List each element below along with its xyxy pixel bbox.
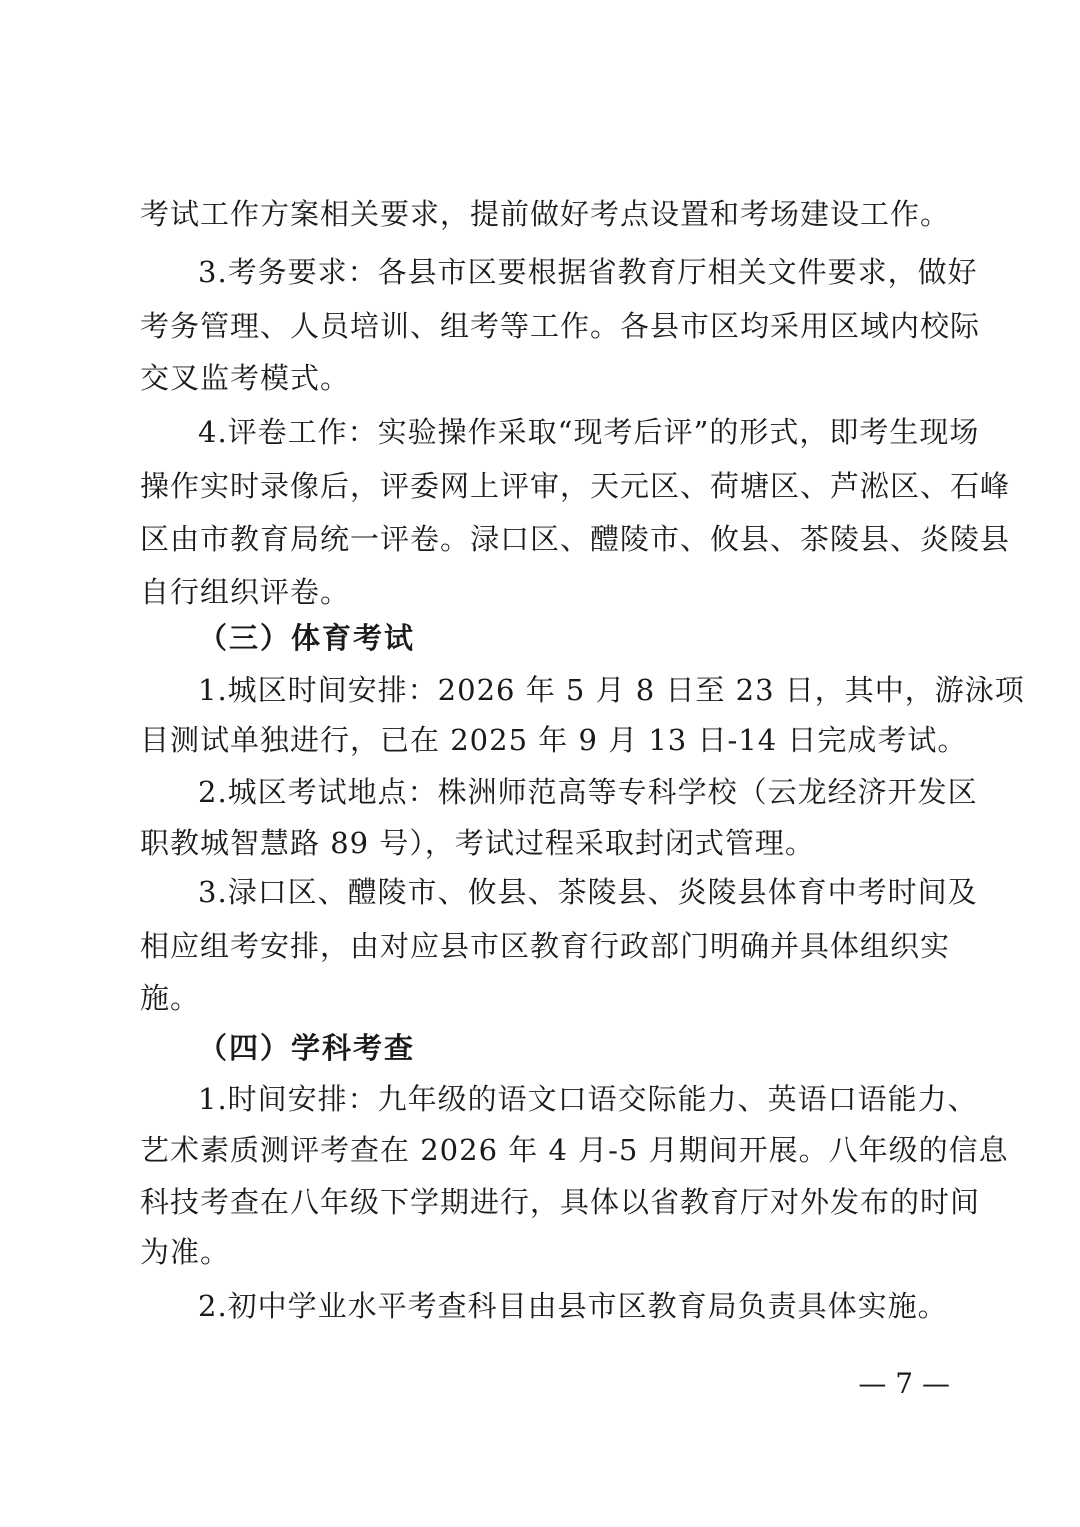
section-heading-subject-assessment: （四）学科考查: [198, 1031, 416, 1065]
body-text-line: 艺术素质测评考查在 2026 年 4 月-5 月期间开展。八年级的信息: [140, 1133, 1009, 1167]
body-text-line: 操作实时录像后，评委网上评审，天元区、荷塘区、芦淞区、石峰: [140, 469, 1011, 503]
body-text-line: 1.城区时间安排：2026 年 5 月 8 日至 23 日，其中，游泳项: [198, 673, 1025, 707]
body-text-line: 3.渌口区、醴陵市、攸县、茶陵县、炎陵县体育中考时间及: [198, 875, 978, 909]
section-heading-sports-exam: （三）体育考试: [198, 621, 416, 655]
body-text-line: 施。: [140, 981, 201, 1015]
body-text-line: 考务管理、人员培训、组考等工作。各县市区均采用区域内校际: [140, 309, 981, 343]
body-text-line: 科技考查在八年级下学期进行，具体以省教育厅对外发布的时间: [140, 1185, 981, 1219]
body-text-line: 1.时间安排：九年级的语文口语交际能力、英语口语能力、: [198, 1082, 978, 1116]
body-text-line: 区由市教育局统一评卷。渌口区、醴陵市、攸县、茶陵县、炎陵县: [140, 522, 1011, 556]
body-text-line: 自行组织评卷。: [140, 575, 351, 609]
body-text-line: 考试工作方案相关要求，提前做好考点设置和考场建设工作。: [140, 197, 951, 231]
body-text-line: 2.城区考试地点：株洲师范高等专科学校（云龙经济开发区: [198, 775, 978, 809]
body-text-line: 目测试单独进行，已在 2025 年 9 月 13 日-14 日完成考试。: [140, 723, 968, 757]
page-number: — 7 —: [858, 1367, 950, 1400]
body-text-line: 为准。: [140, 1235, 231, 1269]
body-text-line: 职教城智慧路 89 号），考试过程采取封闭式管理。: [140, 826, 815, 860]
body-text-line: 4.评卷工作：实验操作采取“现考后评”的形式，即考生现场: [198, 415, 980, 449]
body-text-line: 相应组考安排，由对应县市区教育行政部门明确并具体组织实: [140, 929, 951, 963]
body-text-line: 2.初中学业水平考查科目由县市区教育局负责具体实施。: [198, 1289, 948, 1323]
body-text-line: 交叉监考模式。: [140, 361, 351, 395]
body-text-line: 3.考务要求：各县市区要根据省教育厅相关文件要求，做好: [198, 255, 978, 289]
